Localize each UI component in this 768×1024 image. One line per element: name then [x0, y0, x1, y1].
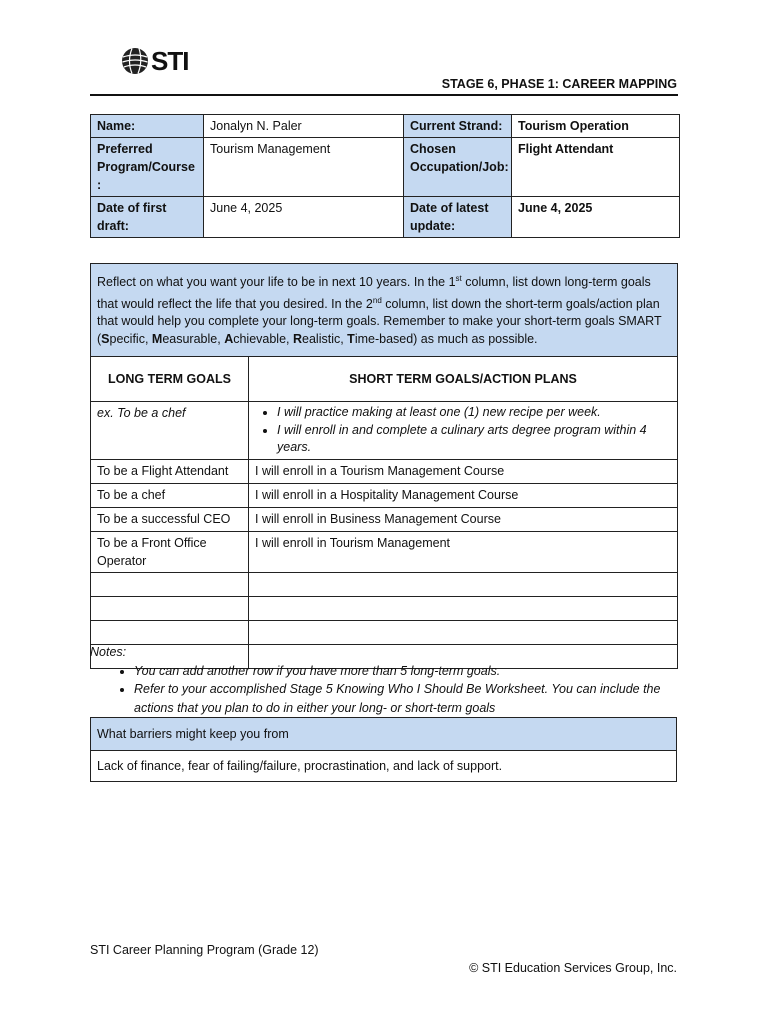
program-value[interactable]: Tourism Management — [204, 138, 404, 197]
header-divider — [90, 94, 678, 96]
col-header-short-term: SHORT TERM GOALS/ACTION PLANS — [249, 357, 678, 402]
footer-copyright: © STI Education Services Group, Inc. — [469, 961, 677, 975]
info-row — [91, 115, 680, 138]
barriers-answer[interactable]: Lack of finance, fear of failing/failure, procrastination, and lack of support. — [91, 751, 677, 782]
table-row — [91, 483, 678, 507]
long-goal-cell[interactable]: To be a successful CEO — [91, 507, 249, 531]
goals-instructions: Reflect on what you want your life to be in next 10 years. In the 1st column, list down long-term goals that would reflect the life that you desired. In the 2nd column, list down the short-term goals/action plan that would help you complete your long-term goals. Remember to make your short-term goals SMART (Specific, Measurable, Achievable, Realistic, Time-based) as much as possible. — [91, 264, 678, 357]
short-goal-cell[interactable]: I will enroll in a Hospitality Management Course — [249, 483, 678, 507]
list-item: • I will enroll in and complete a culinary arts degree program within 4 years. — [277, 422, 671, 457]
first-draft-label: Date of first draft: — [91, 197, 204, 238]
occupation-label: Chosen Occupation/Job: — [404, 138, 512, 197]
long-goal-cell[interactable]: To be a Front Office Operator — [91, 531, 249, 572]
info-row — [91, 138, 680, 197]
long-goal-cell[interactable] — [91, 596, 249, 620]
example-row — [91, 402, 678, 460]
goals-table — [90, 263, 678, 669]
first-draft-value[interactable]: June 4, 2025 — [204, 197, 404, 238]
latest-update-value[interactable]: June 4, 2025 — [512, 197, 680, 238]
strand-value[interactable]: Tourism Operation — [512, 115, 680, 138]
table-row — [91, 620, 678, 644]
barriers-table — [90, 717, 677, 782]
short-goal-cell[interactable] — [249, 620, 678, 644]
strand-label: Current Strand: — [404, 115, 512, 138]
table-row — [91, 596, 678, 620]
table-row — [91, 531, 678, 572]
table-row — [91, 572, 678, 596]
footer-program: STI Career Planning Program (Grade 12) — [90, 943, 319, 957]
program-label: Preferred Program/Course : — [91, 138, 204, 197]
occupation-value[interactable]: Flight Attendant — [512, 138, 680, 197]
example-short-goals — [249, 402, 678, 460]
latest-update-label: Date of latest update: — [404, 197, 512, 238]
example-long-goal: ex. To be a chef — [91, 402, 249, 460]
sti-logo — [120, 44, 188, 78]
info-row — [91, 197, 680, 238]
long-goal-cell[interactable] — [91, 620, 249, 644]
student-info-table — [90, 114, 680, 238]
list-item: • Refer to your accomplished Stage 5 Knowing Who I Should Be Worksheet. You can include the actions that you plan to do in either your long- or short-term goals — [134, 680, 680, 717]
list-item: • You can add another row if you have more than 5 long-term goals. — [134, 662, 680, 681]
col-header-long-term: LONG TERM GOALS — [91, 357, 249, 402]
notes-title: Notes: — [90, 645, 127, 659]
short-goal-cell[interactable]: I will enroll in Business Management Course — [249, 507, 678, 531]
notes-section — [90, 643, 680, 717]
short-goal-cell[interactable] — [249, 596, 678, 620]
short-goal-cell[interactable]: I will enroll in a Tourism Management Course — [249, 459, 678, 483]
long-goal-cell[interactable]: To be a Flight Attendant — [91, 459, 249, 483]
list-item: • I will practice making at least one (1) new recipe per week. — [277, 404, 671, 422]
table-row — [91, 507, 678, 531]
short-goal-cell[interactable] — [249, 572, 678, 596]
logo-text: STI — [151, 45, 189, 76]
name-value[interactable]: Jonalyn N. Paler — [204, 115, 404, 138]
long-goal-cell[interactable] — [91, 572, 249, 596]
table-row — [91, 459, 678, 483]
long-goal-cell[interactable]: To be a chef — [91, 483, 249, 507]
name-label: Name: — [91, 115, 204, 138]
barriers-question: What barriers might keep you from — [91, 718, 677, 751]
short-goal-cell[interactable]: I will enroll in Tourism Management — [249, 531, 678, 572]
page-title: STAGE 6, PHASE 1: CAREER MAPPING — [441, 77, 677, 91]
globe-logo-icon — [120, 46, 150, 76]
